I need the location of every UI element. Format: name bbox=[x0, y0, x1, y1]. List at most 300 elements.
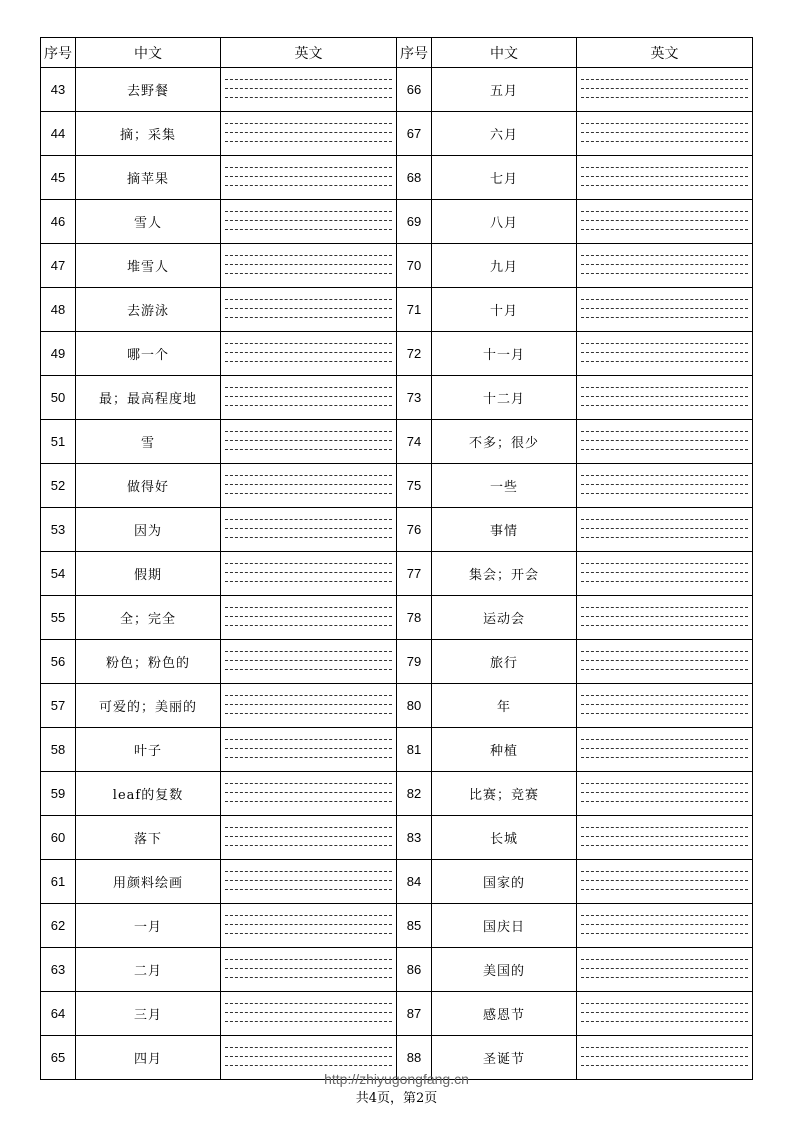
dashed-writing-line bbox=[225, 176, 392, 177]
header-number-right: 序号 bbox=[397, 38, 432, 68]
chinese-term-left: 假期 bbox=[76, 552, 221, 596]
dashed-writing-line bbox=[581, 79, 748, 80]
english-answer-space-left[interactable] bbox=[221, 860, 397, 904]
chinese-term-right: 十一月 bbox=[432, 332, 577, 376]
dashed-writing-line bbox=[581, 827, 748, 828]
table-row bbox=[41, 288, 753, 332]
english-answer-space-right[interactable] bbox=[577, 508, 753, 552]
dashed-writing-line bbox=[581, 519, 748, 520]
table-row bbox=[41, 904, 753, 948]
dashed-writing-line bbox=[225, 748, 392, 749]
table-row bbox=[41, 464, 753, 508]
row-number-left: 43 bbox=[41, 68, 76, 112]
header-english-right: 英文 bbox=[577, 38, 753, 68]
table-row bbox=[41, 552, 753, 596]
dashed-writing-line bbox=[225, 229, 392, 230]
dashed-writing-line bbox=[225, 343, 392, 344]
chinese-term-left: 粉色；粉色的 bbox=[76, 640, 221, 684]
dashed-writing-line bbox=[225, 449, 392, 450]
row-number-right: 73 bbox=[397, 376, 432, 420]
dashed-writing-line bbox=[225, 537, 392, 538]
row-number-right: 67 bbox=[397, 112, 432, 156]
chinese-term-right: 运动会 bbox=[432, 596, 577, 640]
dashed-writing-line bbox=[581, 528, 748, 529]
row-number-left: 65 bbox=[41, 1036, 76, 1080]
chinese-term-left: 摘苹果 bbox=[76, 156, 221, 200]
dashed-writing-line bbox=[581, 132, 748, 133]
english-answer-space-right[interactable] bbox=[577, 332, 753, 376]
chinese-term-left: 摘；采集 bbox=[76, 112, 221, 156]
dashed-writing-line bbox=[225, 387, 392, 388]
dashed-writing-line bbox=[581, 343, 748, 344]
dashed-writing-line bbox=[581, 484, 748, 485]
dashed-writing-line bbox=[581, 273, 748, 274]
row-number-left: 47 bbox=[41, 244, 76, 288]
dashed-writing-line bbox=[225, 924, 392, 925]
dashed-writing-line bbox=[225, 361, 392, 362]
row-number-left: 57 bbox=[41, 684, 76, 728]
chinese-term-left: 一月 bbox=[76, 904, 221, 948]
dashed-writing-line bbox=[581, 757, 748, 758]
chinese-term-left: 三月 bbox=[76, 992, 221, 1036]
english-answer-space-left[interactable] bbox=[221, 376, 397, 420]
english-answer-space-right[interactable] bbox=[577, 948, 753, 992]
dashed-writing-line bbox=[225, 88, 392, 89]
dashed-writing-line bbox=[581, 713, 748, 714]
table-row bbox=[41, 156, 753, 200]
dashed-writing-line bbox=[581, 229, 748, 230]
dashed-writing-line bbox=[225, 308, 392, 309]
row-number-left: 60 bbox=[41, 816, 76, 860]
english-answer-space-left[interactable] bbox=[221, 596, 397, 640]
dashed-writing-line bbox=[581, 88, 748, 89]
english-answer-space-right[interactable] bbox=[577, 112, 753, 156]
dashed-writing-line bbox=[225, 572, 392, 573]
chinese-term-left: 可爱的；美丽的 bbox=[76, 684, 221, 728]
chinese-term-right: 十月 bbox=[432, 288, 577, 332]
english-answer-space-right[interactable] bbox=[577, 992, 753, 1036]
table-row bbox=[41, 376, 753, 420]
dashed-writing-line bbox=[581, 220, 748, 221]
dashed-writing-line bbox=[225, 959, 392, 960]
chinese-term-left: 用颜料绘画 bbox=[76, 860, 221, 904]
header-chinese-right: 中文 bbox=[432, 38, 577, 68]
chinese-term-left: 全；完全 bbox=[76, 596, 221, 640]
dashed-writing-line bbox=[225, 484, 392, 485]
table-row bbox=[41, 728, 753, 772]
chinese-term-right: 十二月 bbox=[432, 376, 577, 420]
chinese-term-right: 七月 bbox=[432, 156, 577, 200]
english-answer-space-left[interactable] bbox=[221, 508, 397, 552]
dashed-writing-line bbox=[225, 704, 392, 705]
dashed-writing-line bbox=[225, 317, 392, 318]
english-answer-space-right[interactable] bbox=[577, 772, 753, 816]
english-answer-space-right[interactable] bbox=[577, 640, 753, 684]
english-answer-space-right[interactable] bbox=[577, 728, 753, 772]
dashed-writing-line bbox=[581, 1047, 748, 1048]
dashed-writing-line bbox=[225, 616, 392, 617]
chinese-term-right: 感恩节 bbox=[432, 992, 577, 1036]
dashed-writing-line bbox=[225, 519, 392, 520]
dashed-writing-line bbox=[581, 396, 748, 397]
english-answer-space-left[interactable] bbox=[221, 112, 397, 156]
dashed-writing-line bbox=[581, 405, 748, 406]
row-number-left: 64 bbox=[41, 992, 76, 1036]
row-number-left: 61 bbox=[41, 860, 76, 904]
row-number-right: 84 bbox=[397, 860, 432, 904]
english-answer-space-right[interactable] bbox=[577, 684, 753, 728]
dashed-writing-line bbox=[225, 889, 392, 890]
dashed-writing-line bbox=[581, 915, 748, 916]
row-number-left: 48 bbox=[41, 288, 76, 332]
dashed-writing-line bbox=[225, 757, 392, 758]
chinese-term-right: 国家的 bbox=[432, 860, 577, 904]
dashed-writing-line bbox=[225, 431, 392, 432]
dashed-writing-line bbox=[225, 132, 392, 133]
table-body bbox=[41, 68, 753, 1080]
english-answer-space-right[interactable] bbox=[577, 860, 753, 904]
english-answer-space-right[interactable] bbox=[577, 552, 753, 596]
row-number-left: 56 bbox=[41, 640, 76, 684]
dashed-writing-line bbox=[581, 695, 748, 696]
dashed-writing-line bbox=[225, 167, 392, 168]
dashed-writing-line bbox=[225, 123, 392, 124]
dashed-writing-line bbox=[581, 176, 748, 177]
row-number-left: 53 bbox=[41, 508, 76, 552]
dashed-writing-line bbox=[581, 537, 748, 538]
chinese-term-left: 四月 bbox=[76, 1036, 221, 1080]
english-answer-space-left[interactable] bbox=[221, 552, 397, 596]
dashed-writing-line bbox=[225, 739, 392, 740]
row-number-right: 70 bbox=[397, 244, 432, 288]
table-row bbox=[41, 200, 753, 244]
dashed-writing-line bbox=[581, 1012, 748, 1013]
dashed-writing-line bbox=[581, 607, 748, 608]
dashed-writing-line bbox=[581, 449, 748, 450]
dashed-writing-line bbox=[225, 264, 392, 265]
dashed-writing-line bbox=[581, 167, 748, 168]
english-answer-space-left[interactable] bbox=[221, 200, 397, 244]
row-number-left: 63 bbox=[41, 948, 76, 992]
chinese-term-left: 落下 bbox=[76, 816, 221, 860]
dashed-writing-line bbox=[225, 273, 392, 274]
dashed-writing-line bbox=[225, 871, 392, 872]
dashed-writing-line bbox=[581, 704, 748, 705]
dashed-writing-line bbox=[581, 836, 748, 837]
dashed-writing-line bbox=[225, 713, 392, 714]
chinese-term-right: 国庆日 bbox=[432, 904, 577, 948]
dashed-writing-line bbox=[581, 387, 748, 388]
row-number-right: 68 bbox=[397, 156, 432, 200]
chinese-term-right: 六月 bbox=[432, 112, 577, 156]
english-answer-space-left[interactable] bbox=[221, 728, 397, 772]
dashed-writing-line bbox=[581, 1003, 748, 1004]
dashed-writing-line bbox=[581, 581, 748, 582]
dashed-writing-line bbox=[581, 889, 748, 890]
dashed-writing-line bbox=[581, 669, 748, 670]
row-number-right: 79 bbox=[397, 640, 432, 684]
dashed-writing-line bbox=[581, 123, 748, 124]
chinese-term-left: 堆雪人 bbox=[76, 244, 221, 288]
dashed-writing-line bbox=[225, 836, 392, 837]
dashed-writing-line bbox=[225, 211, 392, 212]
dashed-writing-line bbox=[225, 185, 392, 186]
english-answer-space-left[interactable] bbox=[221, 816, 397, 860]
chinese-term-left: leaf的复数 bbox=[76, 772, 221, 816]
dashed-writing-line bbox=[225, 396, 392, 397]
chinese-term-right: 事情 bbox=[432, 508, 577, 552]
english-answer-space-left[interactable] bbox=[221, 992, 397, 1036]
english-answer-space-left[interactable] bbox=[221, 68, 397, 112]
row-number-left: 46 bbox=[41, 200, 76, 244]
row-number-right: 76 bbox=[397, 508, 432, 552]
dashed-writing-line bbox=[581, 440, 748, 441]
dashed-writing-line bbox=[225, 1021, 392, 1022]
dashed-writing-line bbox=[225, 97, 392, 98]
header-chinese-left: 中文 bbox=[76, 38, 221, 68]
english-answer-space-left[interactable] bbox=[221, 684, 397, 728]
table-row bbox=[41, 68, 753, 112]
english-answer-space-right[interactable] bbox=[577, 288, 753, 332]
dashed-writing-line bbox=[225, 792, 392, 793]
dashed-writing-line bbox=[581, 185, 748, 186]
dashed-writing-line bbox=[581, 924, 748, 925]
dashed-writing-line bbox=[581, 361, 748, 362]
dashed-writing-line bbox=[581, 660, 748, 661]
english-answer-space-left[interactable] bbox=[221, 640, 397, 684]
dashed-writing-line bbox=[225, 299, 392, 300]
english-answer-space-right[interactable] bbox=[577, 244, 753, 288]
english-answer-space-left[interactable] bbox=[221, 156, 397, 200]
vocabulary-worksheet bbox=[40, 37, 752, 1080]
dashed-writing-line bbox=[581, 264, 748, 265]
chinese-term-right: 种植 bbox=[432, 728, 577, 772]
row-number-right: 75 bbox=[397, 464, 432, 508]
row-number-right: 77 bbox=[397, 552, 432, 596]
row-number-left: 58 bbox=[41, 728, 76, 772]
chinese-term-right: 年 bbox=[432, 684, 577, 728]
english-answer-space-right[interactable] bbox=[577, 376, 753, 420]
chinese-term-left: 雪人 bbox=[76, 200, 221, 244]
dashed-writing-line bbox=[581, 625, 748, 626]
dashed-writing-line bbox=[581, 352, 748, 353]
header-number-left: 序号 bbox=[41, 38, 76, 68]
dashed-writing-line bbox=[225, 845, 392, 846]
table-row bbox=[41, 684, 753, 728]
dashed-writing-line bbox=[225, 1003, 392, 1004]
dashed-writing-line bbox=[581, 651, 748, 652]
dashed-writing-line bbox=[581, 959, 748, 960]
dashed-writing-line bbox=[581, 141, 748, 142]
chinese-term-left: 去野餐 bbox=[76, 68, 221, 112]
english-answer-space-left[interactable] bbox=[221, 948, 397, 992]
dashed-writing-line bbox=[581, 871, 748, 872]
chinese-term-right: 不多；很少 bbox=[432, 420, 577, 464]
dashed-writing-line bbox=[225, 581, 392, 582]
dashed-writing-line bbox=[581, 880, 748, 881]
footer-url: http://zhiyugongfang.cn bbox=[324, 1071, 469, 1087]
row-number-right: 85 bbox=[397, 904, 432, 948]
table-row bbox=[41, 772, 753, 816]
english-answer-space-right[interactable] bbox=[577, 904, 753, 948]
english-answer-space-left[interactable] bbox=[221, 464, 397, 508]
dashed-writing-line bbox=[225, 220, 392, 221]
dashed-writing-line bbox=[225, 563, 392, 564]
chinese-term-left: 因为 bbox=[76, 508, 221, 552]
dashed-writing-line bbox=[581, 968, 748, 969]
row-number-right: 74 bbox=[397, 420, 432, 464]
dashed-writing-line bbox=[581, 255, 748, 256]
english-answer-space-left[interactable] bbox=[221, 288, 397, 332]
dashed-writing-line bbox=[581, 801, 748, 802]
chinese-term-right: 长城 bbox=[432, 816, 577, 860]
chinese-term-right: 九月 bbox=[432, 244, 577, 288]
table-row bbox=[41, 948, 753, 992]
dashed-writing-line bbox=[581, 616, 748, 617]
dashed-writing-line bbox=[581, 933, 748, 934]
chinese-term-right: 比赛；竞赛 bbox=[432, 772, 577, 816]
row-number-left: 55 bbox=[41, 596, 76, 640]
english-answer-space-right[interactable] bbox=[577, 596, 753, 640]
dashed-writing-line bbox=[225, 915, 392, 916]
english-answer-space-left[interactable] bbox=[221, 420, 397, 464]
dashed-writing-line bbox=[225, 493, 392, 494]
row-number-left: 52 bbox=[41, 464, 76, 508]
chinese-term-left: 去游泳 bbox=[76, 288, 221, 332]
dashed-writing-line bbox=[225, 352, 392, 353]
chinese-term-right: 一些 bbox=[432, 464, 577, 508]
dashed-writing-line bbox=[225, 827, 392, 828]
table-row bbox=[41, 332, 753, 376]
row-number-right: 72 bbox=[397, 332, 432, 376]
dashed-writing-line bbox=[225, 79, 392, 80]
dashed-writing-line bbox=[225, 801, 392, 802]
dashed-writing-line bbox=[581, 97, 748, 98]
dashed-writing-line bbox=[225, 695, 392, 696]
dashed-writing-line bbox=[581, 977, 748, 978]
table-row bbox=[41, 596, 753, 640]
chinese-term-left: 叶子 bbox=[76, 728, 221, 772]
chinese-term-left: 最；最高程度地 bbox=[76, 376, 221, 420]
row-number-left: 50 bbox=[41, 376, 76, 420]
dashed-writing-line bbox=[225, 528, 392, 529]
table-row bbox=[41, 816, 753, 860]
chinese-term-right: 旅行 bbox=[432, 640, 577, 684]
dashed-writing-line bbox=[581, 475, 748, 476]
dashed-writing-line bbox=[225, 141, 392, 142]
dashed-writing-line bbox=[581, 211, 748, 212]
table-row bbox=[41, 640, 753, 684]
dashed-writing-line bbox=[581, 572, 748, 573]
table-row bbox=[41, 420, 753, 464]
table-row bbox=[41, 244, 753, 288]
page-indicator: 共4页，第2页 bbox=[355, 1091, 438, 1106]
english-answer-space-left[interactable] bbox=[221, 772, 397, 816]
dashed-writing-line bbox=[225, 968, 392, 969]
dashed-writing-line bbox=[581, 1056, 748, 1057]
chinese-term-left: 做得好 bbox=[76, 464, 221, 508]
dashed-writing-line bbox=[225, 651, 392, 652]
row-number-right: 80 bbox=[397, 684, 432, 728]
dashed-writing-line bbox=[225, 440, 392, 441]
row-number-left: 51 bbox=[41, 420, 76, 464]
dashed-writing-line bbox=[581, 792, 748, 793]
chinese-term-right: 集会；开会 bbox=[432, 552, 577, 596]
row-number-left: 45 bbox=[41, 156, 76, 200]
row-number-left: 59 bbox=[41, 772, 76, 816]
dashed-writing-line bbox=[225, 255, 392, 256]
chinese-term-right: 八月 bbox=[432, 200, 577, 244]
table-row bbox=[41, 860, 753, 904]
dashed-writing-line bbox=[225, 1056, 392, 1057]
dashed-writing-line bbox=[225, 1012, 392, 1013]
dashed-writing-line bbox=[225, 1065, 392, 1066]
dashed-writing-line bbox=[581, 1065, 748, 1066]
english-answer-space-right[interactable] bbox=[577, 68, 753, 112]
row-number-right: 69 bbox=[397, 200, 432, 244]
row-number-right: 86 bbox=[397, 948, 432, 992]
table-row bbox=[41, 992, 753, 1036]
dashed-writing-line bbox=[225, 880, 392, 881]
dashed-writing-line bbox=[581, 783, 748, 784]
dashed-writing-line bbox=[225, 783, 392, 784]
dashed-writing-line bbox=[581, 1021, 748, 1022]
dashed-writing-line bbox=[225, 405, 392, 406]
dashed-writing-line bbox=[225, 625, 392, 626]
dashed-writing-line bbox=[581, 563, 748, 564]
chinese-term-left: 二月 bbox=[76, 948, 221, 992]
chinese-term-right: 五月 bbox=[432, 68, 577, 112]
row-number-left: 54 bbox=[41, 552, 76, 596]
dashed-writing-line bbox=[581, 739, 748, 740]
row-number-left: 62 bbox=[41, 904, 76, 948]
row-number-right: 82 bbox=[397, 772, 432, 816]
dashed-writing-line bbox=[225, 669, 392, 670]
dashed-writing-line bbox=[225, 1047, 392, 1048]
dashed-writing-line bbox=[581, 431, 748, 432]
chinese-term-right: 圣诞节 bbox=[432, 1036, 577, 1080]
english-answer-space-right[interactable] bbox=[577, 816, 753, 860]
dashed-writing-line bbox=[581, 317, 748, 318]
chinese-term-left: 雪 bbox=[76, 420, 221, 464]
row-number-right: 88 bbox=[397, 1036, 432, 1080]
row-number-left: 49 bbox=[41, 332, 76, 376]
table-row bbox=[41, 112, 753, 156]
english-answer-space-left[interactable] bbox=[221, 904, 397, 948]
row-number-right: 71 bbox=[397, 288, 432, 332]
dashed-writing-line bbox=[225, 933, 392, 934]
chinese-term-right: 美国的 bbox=[432, 948, 577, 992]
dashed-writing-line bbox=[581, 493, 748, 494]
english-answer-space-right[interactable] bbox=[577, 156, 753, 200]
dashed-writing-line bbox=[225, 607, 392, 608]
row-number-right: 66 bbox=[397, 68, 432, 112]
header-row bbox=[41, 38, 753, 68]
row-number-right: 87 bbox=[397, 992, 432, 1036]
english-answer-space-left[interactable] bbox=[221, 332, 397, 376]
dashed-writing-line bbox=[581, 308, 748, 309]
header-english-left: 英文 bbox=[221, 38, 397, 68]
english-answer-space-left[interactable] bbox=[221, 244, 397, 288]
english-answer-space-right[interactable] bbox=[577, 200, 753, 244]
dashed-writing-line bbox=[225, 475, 392, 476]
english-answer-space-right[interactable] bbox=[577, 464, 753, 508]
vocabulary-table bbox=[40, 37, 753, 1080]
english-answer-space-right[interactable] bbox=[577, 420, 753, 464]
row-number-right: 81 bbox=[397, 728, 432, 772]
row-number-right: 83 bbox=[397, 816, 432, 860]
dashed-writing-line bbox=[225, 660, 392, 661]
